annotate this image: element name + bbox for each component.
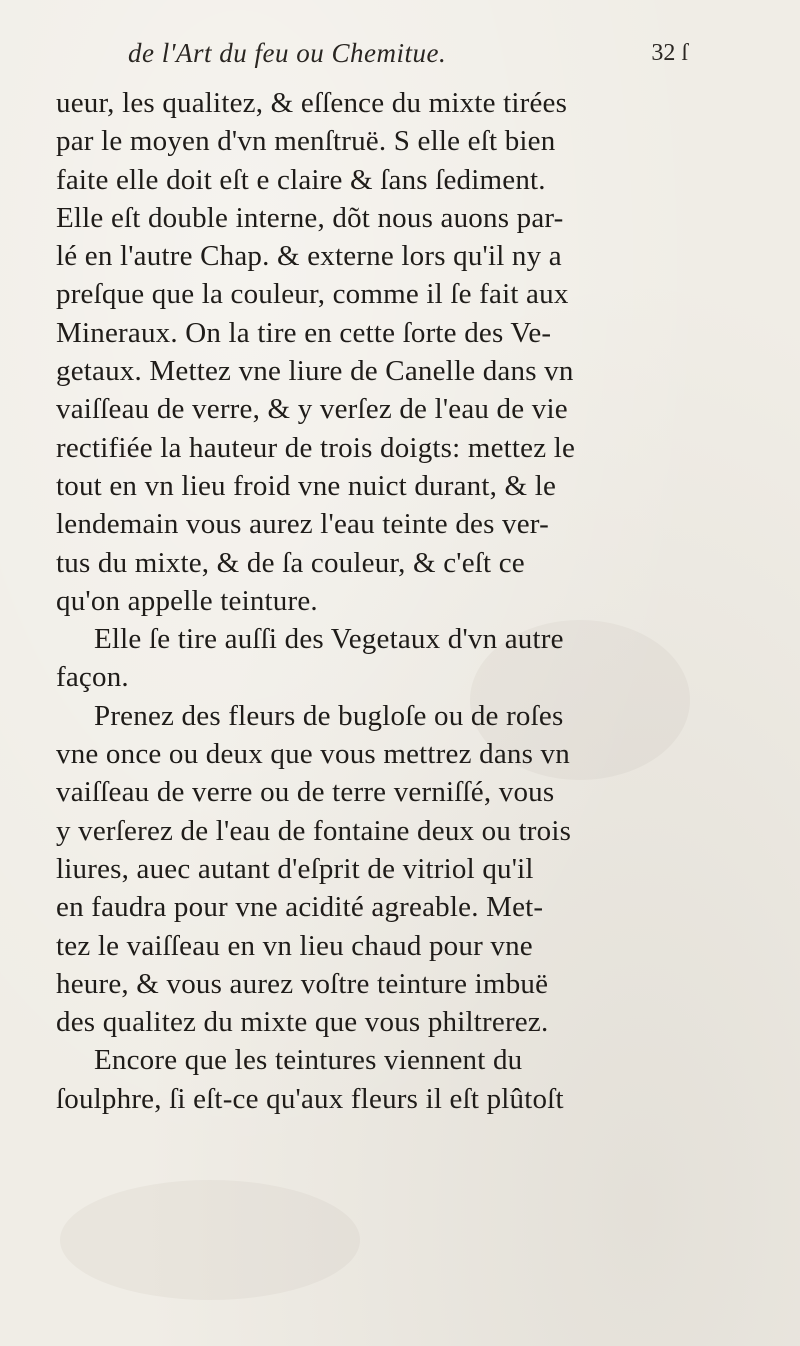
text-line: rectifiée la hauteur de trois doigts: mettez le (56, 431, 576, 464)
text-line: qu'on appelle teinture. (56, 584, 318, 617)
paper-stain (60, 1180, 360, 1300)
text-line: façon. (56, 661, 129, 694)
text-line: vaiſſeau de verre, & y verſez de l'eau de vie (56, 393, 568, 426)
text-line: lendemain vous aurez l'eau teinte des ver- (56, 508, 549, 541)
text-line: faite elle doit eſt e claire & ſans ſediment. (56, 163, 546, 196)
running-head: de l'Art du feu ou Chemitue. (128, 38, 447, 68)
text-line: ueur, les qualitez, & eſſence du mixte tirées (56, 87, 568, 119)
paragraph-start-line: Prenez des fleurs de bugloſe ou de roſes (94, 699, 564, 732)
text-line: Mineraux. On la tire en cette ſorte des Ve- (56, 316, 552, 349)
text-line: en faudra pour vne acidité agreable. Met- (56, 891, 544, 924)
text-line: ſoulphre, ſi eſt-ce qu'aux fleurs il eſt plûtoſt (56, 1082, 564, 1115)
text-line: getaux. Mettez vne liure de Canelle dans vn (56, 355, 574, 388)
paragraph-start-line: Encore que les teintures viennent du (94, 1044, 523, 1077)
text-line: heure, & vous aurez voſtre teinture imbuë (56, 967, 549, 1000)
page-header (128, 38, 688, 78)
text-line: lé en l'autre Chap. & externe lors qu'il ny a (56, 240, 562, 273)
text-line: des qualitez du mixte que vous philtrerez. (56, 1006, 549, 1039)
text-line: liures, auec autant d'eſprit de vitriol qu'il (56, 852, 534, 885)
body-text (56, 84, 786, 1118)
text-line: preſque que la couleur, comme il ſe fait aux (56, 278, 569, 311)
text-line: vaiſſeau de verre ou de terre verniſſé, vous (56, 776, 555, 809)
page-number: 32 ſ (651, 40, 688, 66)
text-line: y verſerez de l'eau de fontaine deux ou trois (56, 814, 572, 847)
text-line: par le moyen d'vn menſtruë. S elle eſt bien (56, 125, 556, 158)
text-line: tout en vn lieu froid vne nuict durant, & le (56, 469, 557, 502)
text-line: tus du mixte, & de ſa couleur, & c'eſt ce (56, 546, 525, 579)
text-line: vne once ou deux que vous mettrez dans vn (56, 738, 570, 771)
text-line: tez le vaiſſeau en vn lieu chaud pour vne (56, 929, 533, 962)
text-line: Elle eſt double interne, dõt nous auons par- (56, 201, 564, 234)
paragraph-start-line: Elle ſe tire auſſi des Vegetaux d'vn autre (94, 623, 564, 656)
